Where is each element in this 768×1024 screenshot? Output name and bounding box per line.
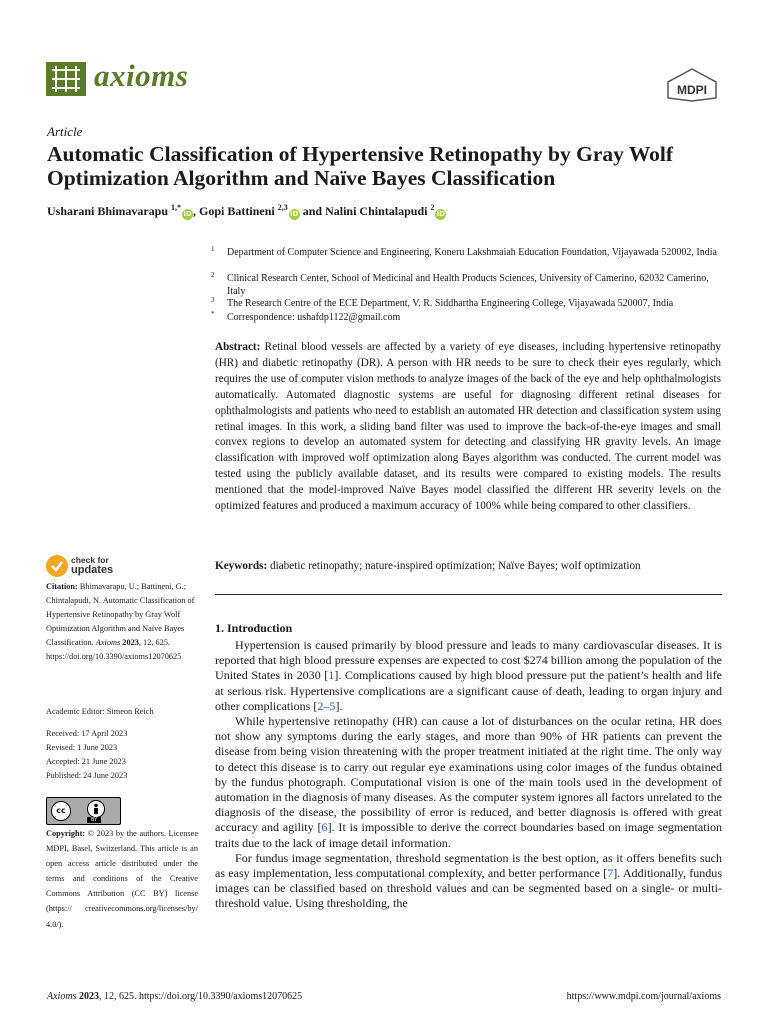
reference-link[interactable]: 1 bbox=[328, 668, 335, 683]
mdpi-logo-icon bbox=[666, 68, 718, 107]
affiliation bbox=[211, 245, 725, 259]
academic-editor: Academic Editor: Simeon Reich bbox=[46, 707, 154, 716]
person-icon bbox=[87, 800, 105, 818]
check-for-updates-button[interactable] bbox=[46, 553, 146, 579]
introduction-body bbox=[215, 638, 722, 912]
reference-link[interactable]: 6 bbox=[321, 820, 328, 835]
article-type: Article bbox=[47, 124, 83, 139]
affiliation bbox=[211, 271, 725, 298]
dates-list bbox=[46, 727, 198, 783]
section-heading: 1. Introduction bbox=[215, 621, 293, 635]
keywords-text: diabetic retinopathy; nature-inspired optimization; Naïve Bayes; wolf optimization bbox=[270, 560, 641, 572]
check-updates-label: check for bbox=[71, 555, 109, 565]
cc-icon: cc bbox=[51, 801, 71, 821]
citation bbox=[46, 580, 198, 664]
citation-doi[interactable]: , 12, 625. https://doi.org/10.3390/axioms12070625 bbox=[46, 638, 182, 661]
citation-journal: Axioms bbox=[95, 638, 121, 647]
publisher-name: MDPI bbox=[677, 83, 707, 97]
check-updates-label: updates bbox=[71, 564, 114, 576]
article-title: Automatic Classification of Hypertensive Retinopathy by Gray Wolf Optimization Algorithm and Naïve Bayes Classification bbox=[47, 142, 674, 190]
cc-by-label: BY bbox=[87, 817, 101, 823]
paragraph: For fundus image segmentation, threshold segmentation is the best option, as it offers benefits such as easy implementation, less computational complexity, and better performance [7]. Additionally, fundus images can be classified based on threshold values and can be segmented based on a single- or multi-threshold value. Using thresholding, the bbox=[215, 850, 723, 911]
footer-citation bbox=[47, 991, 302, 1002]
date-published: Published: 24 June 2023 bbox=[46, 771, 128, 780]
affiliation-text: Department of Computer Science and Engineering, Koneru Lakshmaiah Education Foundation, Vijayawada 520002, India bbox=[227, 247, 717, 258]
author-conjunction: and bbox=[302, 204, 323, 218]
footer-journal-url[interactable]: https://www.mdpi.com/journal/axioms bbox=[566, 991, 721, 1002]
orcid-icon[interactable]: iD bbox=[436, 210, 446, 218]
paragraph: Hypertension is caused primarily by blood pressure and leads to many cardiovascular diseases. It is reported that high blood pressure expenses are expected to cost $274 billion among the population of the United States in 2030 [1]. Complications caused by high blood pressure put the patient’s health and life at serious risk. Hypertensive complications are a significant cause of death, leading to organ injury and other complications [2–5]. bbox=[215, 638, 722, 713]
reference-link[interactable]: 7 bbox=[607, 866, 614, 881]
citation-year: 2023 bbox=[122, 638, 139, 647]
affiliation-mark: 2 bbox=[211, 271, 215, 279]
correspondence-text[interactable]: Correspondence: ushafdp1122@gmail.com bbox=[227, 312, 401, 323]
author-name[interactable]: Nalini Chintalapudi bbox=[325, 204, 428, 218]
abstract-label: Abstract: bbox=[215, 341, 261, 353]
divider bbox=[215, 594, 722, 595]
reference-link[interactable]: 2–5 bbox=[317, 698, 336, 713]
footer-doi[interactable]: , 12, 625. https://doi.org/10.3390/axioms12070625 bbox=[98, 991, 303, 1002]
citation-text: Bhimavarapu, U.; Battineni, G.; Chintalapudi, N. Automatic Classification of Hypertensive Retinopathy by Gray Wolf Optimization Algorithm and Naïve Bayes Classification. bbox=[46, 582, 195, 647]
copyright-text: © 2023 by the authors. Licensee MDPI, Basel, Switzerland. This article is an open access article distributed under the terms and conditions of the Creative Commons Attribution (CC BY) license (https:// creativecommons.org/licenses/by/ 4.0/). bbox=[46, 829, 199, 929]
orcid-icon[interactable]: iD bbox=[183, 210, 192, 218]
date-revised: Revised: 1 June 2023 bbox=[46, 743, 118, 752]
date-received: Received: 17 April 2023 bbox=[46, 729, 128, 738]
citation-label: Citation: bbox=[46, 582, 78, 591]
affiliation-mark: 3 bbox=[211, 296, 215, 304]
footer-year: 2023 bbox=[78, 991, 99, 1002]
journal-logo-icon bbox=[46, 62, 86, 96]
affiliation-text: The Research Centre of the ECE Department, V. R. Siddhartha Engineering College, Vijayawada 520007, India bbox=[227, 298, 674, 309]
affiliation bbox=[211, 296, 725, 310]
keywords bbox=[215, 560, 721, 572]
cc-by-license-icon[interactable] bbox=[46, 797, 121, 825]
author-name[interactable]: Gopi Battineni bbox=[199, 204, 275, 218]
affiliation-mark: 1 bbox=[211, 245, 215, 253]
journal-name: axioms bbox=[94, 58, 189, 93]
copyright bbox=[46, 826, 198, 932]
author-affiliation-mark: 1,* bbox=[171, 203, 182, 212]
keywords-label: Keywords: bbox=[215, 560, 268, 572]
author-affiliation-mark: 2,3 bbox=[277, 203, 288, 212]
paragraph: While hypertensive retinopathy (HR) can cause a lot of disturbances on the ocular retina, HR does not show any symptoms during the early stages, and more than 90% of HR patients can prevent the disease from being vision threatening with the proper treatment initiated at the right time. The only way to detect this disease is to carry out regular eye examinations using color images of the fundus obtained by the fundus photograph. Computational vision is one of the main tools used in the development of automation in the diagnosis of many diseases. As the computer system ignores all factors unrelated to the diagnosis of the disease, the possibility of error is reduced, and better diagnosis is offered with great accuracy and agility [6]. It is impossible to derive the correct boundaries based on image segmentation traits due to the lack of image detail information. bbox=[215, 714, 722, 850]
author-affiliation-mark: 2 bbox=[430, 203, 435, 212]
correspondence bbox=[211, 310, 725, 324]
date-accepted: Accepted: 21 June 2023 bbox=[46, 757, 126, 766]
check-updates-icon bbox=[46, 555, 68, 577]
copyright-label: Copyright: bbox=[46, 829, 86, 838]
abstract bbox=[215, 340, 721, 515]
author-list: Usharani Bhimavarapu $^{1,*}$iD, Gopi Battineni $^{2,3}$iD and Nalini Chintalapudi $^2$iD bbox=[47, 203, 446, 218]
author-name[interactable]: Usharani Bhimavarapu bbox=[47, 204, 169, 218]
abstract-text: Retinal blood vessels are affected by a variety of eye diseases, including hypertensive retinopathy (HR) and diabetic retinopathy (DR). A person with HR needs to be sure to check their eyes regularly, which requires the use of computer vision methods to analyze images of the back of the eye and help ophthalmologists automatically. Automated diagnostic systems are useful for diagnosing different retinal diseases for ophthalmologists and patients who need to establish an automated HR detection and classification system using retinal images. In this work, a sliding band filter was used to improve the back-of-the-eye images and small convex regions to develop an automated system for detecting and classifying HR gravity levels. An image classification with improved wolf optimization along Bayes algorithm was conducted. The current model was tested using the publicly available dataset, and its results were compared to existing models. The results mentioned that the model-improved Naïve Bayes model classified the different HR severity levels on the optimized features and produced a maximum accuracy of 100% while being compared to other classifiers. bbox=[215, 341, 722, 513]
affiliation-mark: * bbox=[211, 310, 215, 318]
orcid-icon[interactable]: iD bbox=[290, 210, 299, 218]
affiliation-text: Clinical Research Center, School of Medicinal and Health Products Sciences, University of Camerino, 62032 Camerino, Italy bbox=[227, 273, 709, 297]
footer-journal: Axioms bbox=[47, 991, 77, 1002]
